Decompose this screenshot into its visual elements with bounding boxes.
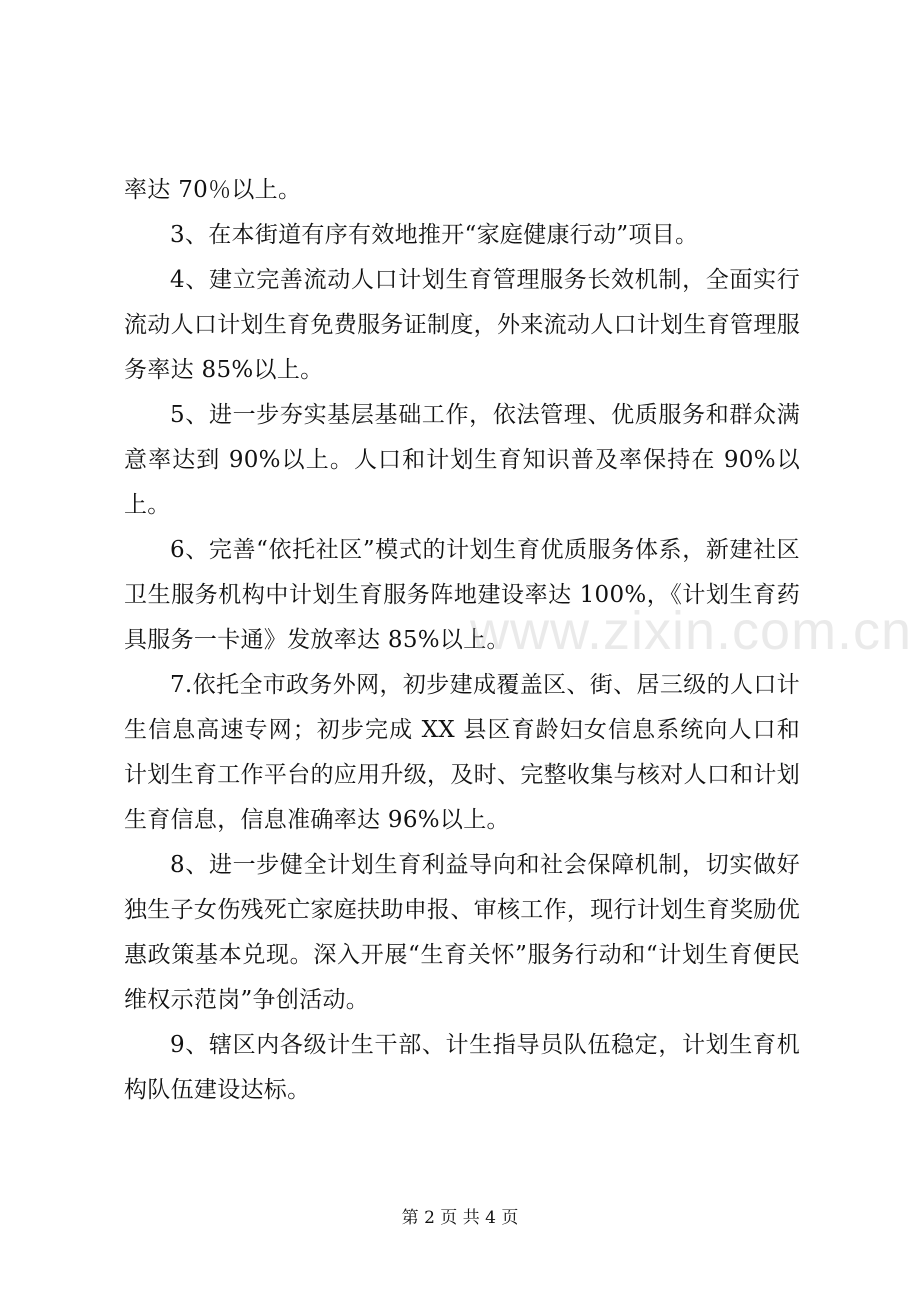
paragraph-item-4: 4、建立完善流动人口计划生育管理服务长效机制，全面实行流动人口计划生育免费服务证制度，外来流动人口计划生育管理服务率达 85%以上。 <box>124 267 800 383</box>
paragraph-item-7: 7.依托全市政务外网，初步建成覆盖区、街、居三级的人口计生信息高速专网；初步完成 XX 县区育龄妇女信息系统向人口和计划生育工作平台的应用升级，及时、完整收集与核对人口和计划生育信息，信息准确率达 96%以上。 <box>124 672 800 833</box>
paragraph-item-8: 8、进一步健全计划生育利益导向和社会保障机制，切实做好独生子女伤残死亡家庭扶助申报、审核工作，现行计划生育奖励优惠政策基本兑现。深入开展“生育关怀”服务行动和“计划生育便民维权示范岗”争创活动。 <box>124 852 800 1013</box>
watermark: www.zixin.com.cn <box>470 601 913 661</box>
page-footer: 第 2 页 共 4 页 <box>401 1208 519 1228</box>
document-body <box>124 168 800 1113</box>
paragraph-item-5: 5、进一步夯实基层基础工作，依法管理、优质服务和群众满意率达到 90%以上。人口和计划生育知识普及率保持在 90%以上。 <box>124 402 800 518</box>
paragraph-item-3: 3、在本街道有序有效地推开“家庭健康行动”项目。 <box>170 222 699 248</box>
paragraph-item-6: 6、完善“依托社区”模式的计划生育优质服务体系，新建社区卫生服务机构中计划生育服务阵地建设率达 100%，《计划生育药具服务一卡通》发放率达 85%以上。 <box>124 537 800 653</box>
paragraph-item-9: 9、辖区内各级计生干部、计生指导员队伍稳定，计划生育机构队伍建设达标。 <box>124 1032 800 1103</box>
paragraph-continuation: 率达 70％以上。 <box>124 177 302 203</box>
